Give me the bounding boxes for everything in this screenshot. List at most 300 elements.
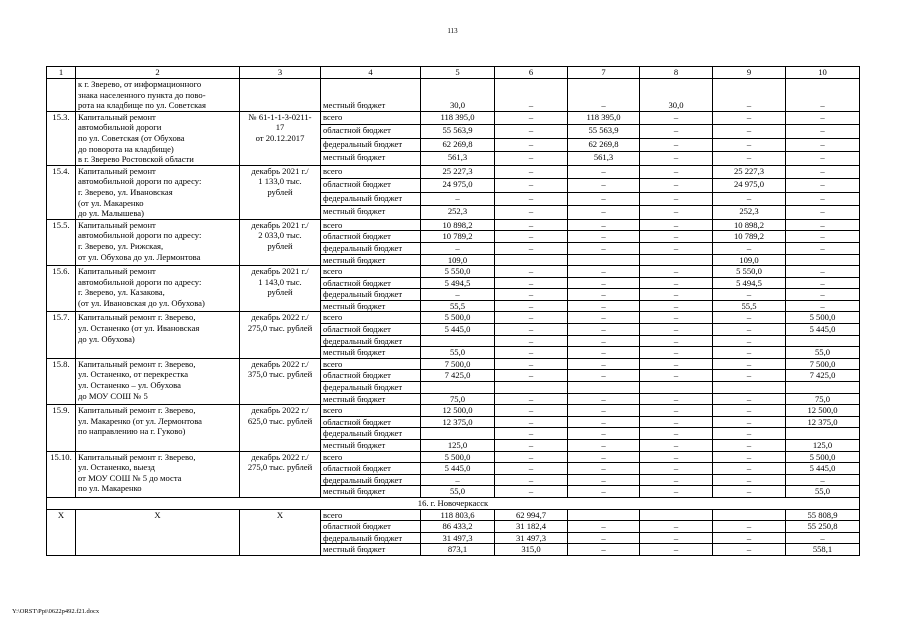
amount-cell: –	[786, 474, 860, 486]
amount-cell: –	[640, 277, 713, 289]
info-cell	[240, 219, 321, 265]
cell-line: 275,0 тыс. рублей	[247, 462, 313, 473]
amount-cell: –	[640, 347, 713, 359]
amount-cell	[421, 335, 495, 347]
amount-cell: 315,0	[495, 544, 568, 556]
amount-cell: 5 500,0	[421, 312, 495, 324]
amount-cell: –	[568, 451, 640, 463]
cell-line: от ул. Обухова до ул. Лермонтова	[78, 251, 201, 262]
amount-cell: –	[786, 111, 860, 124]
amount-cell: –	[640, 266, 713, 278]
amount-cell: –	[495, 428, 568, 440]
cell-line: г. Зверево, ул. Ивановская	[78, 186, 173, 197]
amount-cell: –	[713, 451, 786, 463]
amount-cell: –	[713, 242, 786, 254]
cell-line: декабрь 2022 г./	[251, 405, 309, 416]
amount-cell	[495, 254, 568, 266]
amount-cell: –	[495, 474, 568, 486]
amount-cell	[421, 382, 495, 394]
amount-cell: 55,0	[421, 347, 495, 359]
info-cell	[240, 358, 321, 404]
amount-cell: –	[713, 486, 786, 498]
amount-cell: –	[640, 521, 713, 533]
amount-cell: –	[568, 405, 640, 417]
amount-cell: 55,0	[421, 486, 495, 498]
amount-cell: 252,3	[713, 206, 786, 220]
budget-type-cell: всего	[321, 219, 421, 231]
cell-line: декабрь 2022 г./	[251, 451, 309, 462]
row-number-cell: 15.6.	[47, 266, 76, 312]
cell-line: к г. Зверево, от информационного	[78, 79, 202, 89]
amount-cell: 558,1	[786, 544, 860, 556]
budget-type-cell: местный бюджет	[321, 300, 421, 312]
amount-cell: –	[713, 544, 786, 556]
cell-line: автомобильной дороги	[78, 122, 162, 133]
amount-cell: –	[640, 393, 713, 405]
cell-line: 275,0 тыс. рублей	[247, 323, 313, 334]
amount-cell: –	[713, 324, 786, 336]
cell-line: ул. Останенко, выезд	[78, 462, 155, 473]
amount-cell: –	[568, 474, 640, 486]
amount-cell: 30,0	[421, 79, 495, 112]
amount-cell: 55 808,9	[786, 509, 860, 521]
amount-cell: –	[640, 544, 713, 556]
amount-cell: –	[495, 277, 568, 289]
amount-cell: –	[495, 405, 568, 417]
budget-type-cell: местный бюджет	[321, 440, 421, 452]
amount-cell: –	[568, 440, 640, 452]
amount-cell: –	[640, 428, 713, 440]
amount-cell	[640, 254, 713, 266]
amount-cell: 55,5	[713, 300, 786, 312]
cell-line: по ул. Макаренко	[78, 483, 142, 494]
header-row	[47, 67, 860, 79]
cell-line: рота на кладбище по ул. Советская	[78, 100, 206, 111]
budget-type-cell: федеральный бюджет	[321, 474, 421, 486]
row-number-cell: 15.5.	[47, 219, 76, 265]
x-cell: X	[76, 509, 240, 555]
amount-cell: –	[495, 300, 568, 312]
cell-line: автомобильной дороги по адресу:	[78, 276, 202, 287]
column-header: 8	[640, 67, 713, 79]
amount-cell	[786, 382, 860, 394]
cell-line: от 20.12.2017	[255, 132, 305, 143]
amount-cell: –	[640, 312, 713, 324]
amount-cell: –	[713, 152, 786, 166]
amount-cell: –	[568, 219, 640, 231]
amount-cell: –	[568, 266, 640, 278]
amount-cell: –	[640, 242, 713, 254]
amount-cell: –	[495, 138, 568, 151]
cell-line: до МОУ СОШ № 5	[78, 390, 148, 401]
amount-cell: 10 898,2	[713, 219, 786, 231]
cell-line: автомобильной дороги по адресу:	[78, 230, 202, 241]
amount-cell: 10 789,2	[713, 231, 786, 243]
amount-cell: –	[495, 451, 568, 463]
amount-cell: 62 269,8	[421, 138, 495, 151]
amount-cell: –	[495, 486, 568, 498]
table-row	[47, 165, 860, 178]
amount-cell: 5 445,0	[786, 463, 860, 475]
amount-cell: –	[495, 231, 568, 243]
amount-cell: 24 975,0	[421, 179, 495, 192]
amount-cell: –	[568, 179, 640, 192]
amount-cell: –	[568, 312, 640, 324]
amount-cell: –	[640, 405, 713, 417]
amount-cell: –	[786, 242, 860, 254]
amount-cell: –	[495, 289, 568, 301]
amount-cell: –	[713, 463, 786, 475]
section-title: 16. г. Новочеркасск	[47, 497, 860, 509]
amount-cell: –	[786, 165, 860, 178]
amount-cell: –	[713, 335, 786, 347]
cell-line: (от ул. Макаренко	[78, 197, 144, 208]
amount-cell: –	[421, 242, 495, 254]
amount-cell	[786, 428, 860, 440]
cell-line: Капитальный ремонт	[78, 219, 156, 230]
row-number-cell: 15.9.	[47, 405, 76, 451]
object-name-cell	[76, 219, 240, 265]
amount-cell: –	[640, 416, 713, 428]
amount-cell: 118 395,0	[421, 111, 495, 124]
cell-line: от МОУ СОШ № 5 до моста	[78, 472, 182, 483]
table-row	[47, 111, 860, 124]
amount-cell: –	[786, 300, 860, 312]
budget-type-cell: всего	[321, 111, 421, 124]
amount-cell: 30,0	[640, 79, 713, 112]
budget-type-cell: федеральный бюджет	[321, 335, 421, 347]
amount-cell: –	[640, 111, 713, 124]
cell-line: декабрь 2021 г./	[251, 266, 309, 277]
x-cell: X	[47, 509, 76, 555]
amount-cell: –	[495, 463, 568, 475]
cell-line: декабрь 2022 г./	[251, 358, 309, 369]
amount-cell: –	[495, 347, 568, 359]
amount-cell	[421, 428, 495, 440]
amount-cell: 55 563,9	[421, 125, 495, 138]
amount-cell: –	[713, 474, 786, 486]
amount-cell: 125,0	[421, 440, 495, 452]
budget-type-cell: всего	[321, 312, 421, 324]
amount-cell: 12 500,0	[786, 405, 860, 417]
amount-cell	[713, 509, 786, 521]
amount-cell: 24 975,0	[713, 179, 786, 192]
amount-cell: 5 445,0	[421, 324, 495, 336]
amount-cell: –	[640, 206, 713, 220]
amount-cell: 86 433,2	[421, 521, 495, 533]
row-number-cell: 15.10.	[47, 451, 76, 497]
amount-cell: –	[568, 79, 640, 112]
amount-cell: –	[640, 370, 713, 382]
cell-line: до поворота на кладбище)	[78, 143, 174, 154]
amount-cell: –	[640, 179, 713, 192]
amount-cell: 561,3	[568, 152, 640, 166]
amount-cell: –	[713, 347, 786, 359]
budget-type-cell: федеральный бюджет	[321, 192, 421, 205]
amount-cell: –	[421, 289, 495, 301]
cell-line: 1 133,0 тыс.	[258, 176, 302, 187]
cell-line: ул. Останенко – ул. Обухова	[78, 380, 181, 391]
amount-cell: 5 500,0	[421, 451, 495, 463]
amount-cell	[568, 509, 640, 521]
amount-cell: 25 227,3	[421, 165, 495, 178]
amount-cell: –	[495, 312, 568, 324]
amount-cell	[568, 382, 640, 394]
amount-cell: –	[786, 152, 860, 166]
file-path-footer: Y:\ORST\Ppi\0622p492.f21.docx	[12, 608, 100, 615]
amount-cell: 5 445,0	[421, 463, 495, 475]
budget-type-cell: всего	[321, 358, 421, 370]
amount-cell: –	[713, 289, 786, 301]
amount-cell: –	[640, 440, 713, 452]
cell-line: Капитальный ремонт г. Зверево,	[78, 405, 196, 416]
table-row	[47, 358, 860, 370]
amount-cell: –	[786, 138, 860, 151]
amount-cell: –	[713, 405, 786, 417]
object-name-cell	[76, 111, 240, 165]
amount-cell: –	[421, 192, 495, 205]
page-number: 113	[447, 27, 458, 35]
column-header: 6	[495, 67, 568, 79]
amount-cell: –	[640, 231, 713, 243]
amount-cell: –	[640, 125, 713, 138]
amount-cell: 252,3	[421, 206, 495, 220]
amount-cell: –	[495, 179, 568, 192]
column-header: 9	[713, 67, 786, 79]
amount-cell: –	[713, 440, 786, 452]
amount-cell: –	[421, 474, 495, 486]
budget-type-cell: местный бюджет	[321, 544, 421, 556]
amount-cell: –	[495, 266, 568, 278]
amount-cell: 7 425,0	[786, 370, 860, 382]
column-header: 5	[421, 67, 495, 79]
amount-cell: –	[495, 79, 568, 112]
amount-cell: –	[713, 521, 786, 533]
budget-type-cell: областной бюджет	[321, 231, 421, 243]
amount-cell: –	[495, 242, 568, 254]
amount-cell	[713, 382, 786, 394]
amount-cell: –	[640, 219, 713, 231]
amount-cell: –	[640, 324, 713, 336]
amount-cell: 5 500,0	[786, 312, 860, 324]
cell-line: № 61-1-1-3-0211-	[248, 111, 312, 122]
amount-cell: –	[640, 289, 713, 301]
amount-cell: –	[786, 532, 860, 544]
amount-cell: –	[786, 125, 860, 138]
amount-cell: –	[786, 266, 860, 278]
table-row	[47, 451, 860, 463]
budget-type-cell: федеральный бюджет	[321, 289, 421, 301]
table-row	[47, 405, 860, 417]
amount-cell: –	[495, 440, 568, 452]
amount-cell: 125,0	[786, 440, 860, 452]
budget-type-cell: областной бюджет	[321, 521, 421, 533]
info-cell	[240, 312, 321, 358]
amount-cell: –	[568, 206, 640, 220]
amount-cell: –	[640, 300, 713, 312]
cell-line: Капитальный ремонт	[78, 266, 156, 277]
amount-cell: –	[568, 335, 640, 347]
amount-cell: –	[495, 125, 568, 138]
amount-cell	[786, 335, 860, 347]
cell-line: 375,0 тыс. рублей	[247, 369, 313, 380]
cell-line: Капитальный ремонт	[78, 165, 156, 176]
amount-cell: 7 500,0	[786, 358, 860, 370]
column-header: 7	[568, 67, 640, 79]
table-row	[47, 266, 860, 278]
amount-cell: –	[713, 416, 786, 428]
amount-cell: 31 182,4	[495, 521, 568, 533]
amount-cell: –	[495, 152, 568, 166]
amount-cell: 5 494,5	[421, 277, 495, 289]
amount-cell: –	[640, 152, 713, 166]
cell-line: по направлению на г. Гуково)	[78, 426, 186, 437]
amount-cell: –	[495, 358, 568, 370]
amount-cell: –	[568, 463, 640, 475]
amount-cell: –	[495, 335, 568, 347]
amount-cell: 5 550,0	[421, 266, 495, 278]
object-name-cell	[76, 358, 240, 404]
info-cell	[240, 451, 321, 497]
info-cell	[240, 165, 321, 219]
amount-cell: –	[568, 428, 640, 440]
amount-cell: 10 898,2	[421, 219, 495, 231]
budget-type-cell: областной бюджет	[321, 277, 421, 289]
amount-cell: –	[713, 138, 786, 151]
amount-cell: –	[568, 324, 640, 336]
amount-cell: –	[713, 125, 786, 138]
cell-line: 625,0 тыс. рублей	[247, 415, 313, 426]
amount-cell: –	[713, 79, 786, 112]
amount-cell: –	[495, 192, 568, 205]
amount-cell: 561,3	[421, 152, 495, 166]
cell-line: 1 143,0 тыс.	[258, 276, 302, 287]
amount-cell: 873,1	[421, 544, 495, 556]
amount-cell: 118 395,0	[568, 111, 640, 124]
row-number-cell: 15.4.	[47, 165, 76, 219]
amount-cell: 10 789,2	[421, 231, 495, 243]
amount-cell: 5 494,5	[713, 277, 786, 289]
cell-line: знака населенного пункта до пово-	[78, 89, 206, 100]
amount-cell: 55 250,8	[786, 521, 860, 533]
column-header: 10	[786, 67, 860, 79]
cell-line: Капитальный ремонт г. Зверево,	[78, 358, 196, 369]
amount-cell: 7 500,0	[421, 358, 495, 370]
table-row	[47, 312, 860, 324]
info-cell	[240, 266, 321, 312]
object-name-cell	[76, 312, 240, 358]
budget-type-cell: федеральный бюджет	[321, 138, 421, 151]
amount-cell: –	[568, 347, 640, 359]
cell-line: по ул. Советская (от Обухова	[78, 132, 185, 143]
cell-line: ул. Останенко, от перекрестка	[78, 369, 189, 380]
amount-cell: –	[568, 300, 640, 312]
budget-type-cell: местный бюджет	[321, 152, 421, 166]
amount-cell: 12 375,0	[786, 416, 860, 428]
cell-line: ул. Останенко (от ул. Ивановская	[78, 323, 200, 334]
amount-cell: 62 269,8	[568, 138, 640, 151]
table-row	[47, 219, 860, 231]
amount-cell: 25 227,3	[713, 165, 786, 178]
amount-cell: 55,0	[786, 347, 860, 359]
cell-line: (от ул. Ивановская до ул. Обухова)	[78, 297, 205, 308]
amount-cell: –	[568, 242, 640, 254]
amount-cell: –	[495, 219, 568, 231]
amount-cell: –	[568, 289, 640, 301]
x-cell: X	[240, 509, 321, 555]
amount-cell	[786, 254, 860, 266]
budget-type-cell: федеральный бюджет	[321, 242, 421, 254]
amount-cell: –	[495, 165, 568, 178]
budget-type-cell: местный бюджет	[321, 486, 421, 498]
amount-cell: –	[786, 289, 860, 301]
row-number-cell: 15.7.	[47, 312, 76, 358]
amount-cell: –	[713, 312, 786, 324]
column-header: 4	[321, 67, 421, 79]
object-name-cell	[76, 451, 240, 497]
budget-type-cell: местный бюджет	[321, 347, 421, 359]
amount-cell	[640, 509, 713, 521]
amount-cell: 75,0	[421, 393, 495, 405]
budget-type-cell: всего	[321, 451, 421, 463]
amount-cell	[568, 254, 640, 266]
budget-type-cell: областной бюджет	[321, 463, 421, 475]
column-header: 3	[240, 67, 321, 79]
amount-cell: 12 500,0	[421, 405, 495, 417]
budget-type-cell: областной бюджет	[321, 416, 421, 428]
row-number-cell: 15.8.	[47, 358, 76, 404]
amount-cell: –	[568, 521, 640, 533]
amount-cell: 109,0	[421, 254, 495, 266]
amount-cell: –	[495, 393, 568, 405]
amount-cell: –	[568, 416, 640, 428]
amount-cell: –	[640, 486, 713, 498]
budget-type-cell: областной бюджет	[321, 179, 421, 192]
row-number-cell	[47, 79, 76, 112]
budget-type-cell: областной бюджет	[321, 324, 421, 336]
amount-cell: –	[786, 192, 860, 205]
budget-type-cell: всего	[321, 405, 421, 417]
amount-cell: –	[495, 111, 568, 124]
amount-cell: –	[713, 532, 786, 544]
amount-cell: –	[568, 358, 640, 370]
cell-line: Капитальный ремонт	[78, 111, 156, 122]
amount-cell: 55 563,9	[568, 125, 640, 138]
amount-cell: 55,0	[786, 486, 860, 498]
amount-cell: –	[640, 165, 713, 178]
cell-line: декабрь 2022 г./	[251, 312, 309, 323]
object-name-cell	[76, 405, 240, 451]
amount-cell	[495, 382, 568, 394]
budget-type-cell: всего	[321, 165, 421, 178]
budget-type-cell: местный бюджет	[321, 206, 421, 220]
amount-cell: –	[713, 192, 786, 205]
amount-cell: 12 375,0	[421, 416, 495, 428]
cell-line: 2 033,0 тыс.	[258, 230, 302, 241]
section-row	[47, 497, 860, 509]
column-header: 1	[47, 67, 76, 79]
cell-line: до ул. Обухова)	[78, 333, 135, 344]
amount-cell: –	[640, 335, 713, 347]
amount-cell: –	[786, 206, 860, 220]
cell-line: ул. Макаренко (от ул. Лермонтова	[78, 415, 202, 426]
cell-line: декабрь 2021 г./	[251, 165, 309, 176]
budget-type-cell: федеральный бюджет	[321, 428, 421, 440]
amount-cell: –	[786, 277, 860, 289]
budget-type-cell: областной бюджет	[321, 370, 421, 382]
amount-cell: –	[568, 532, 640, 544]
budget-type-cell: всего	[321, 509, 421, 521]
